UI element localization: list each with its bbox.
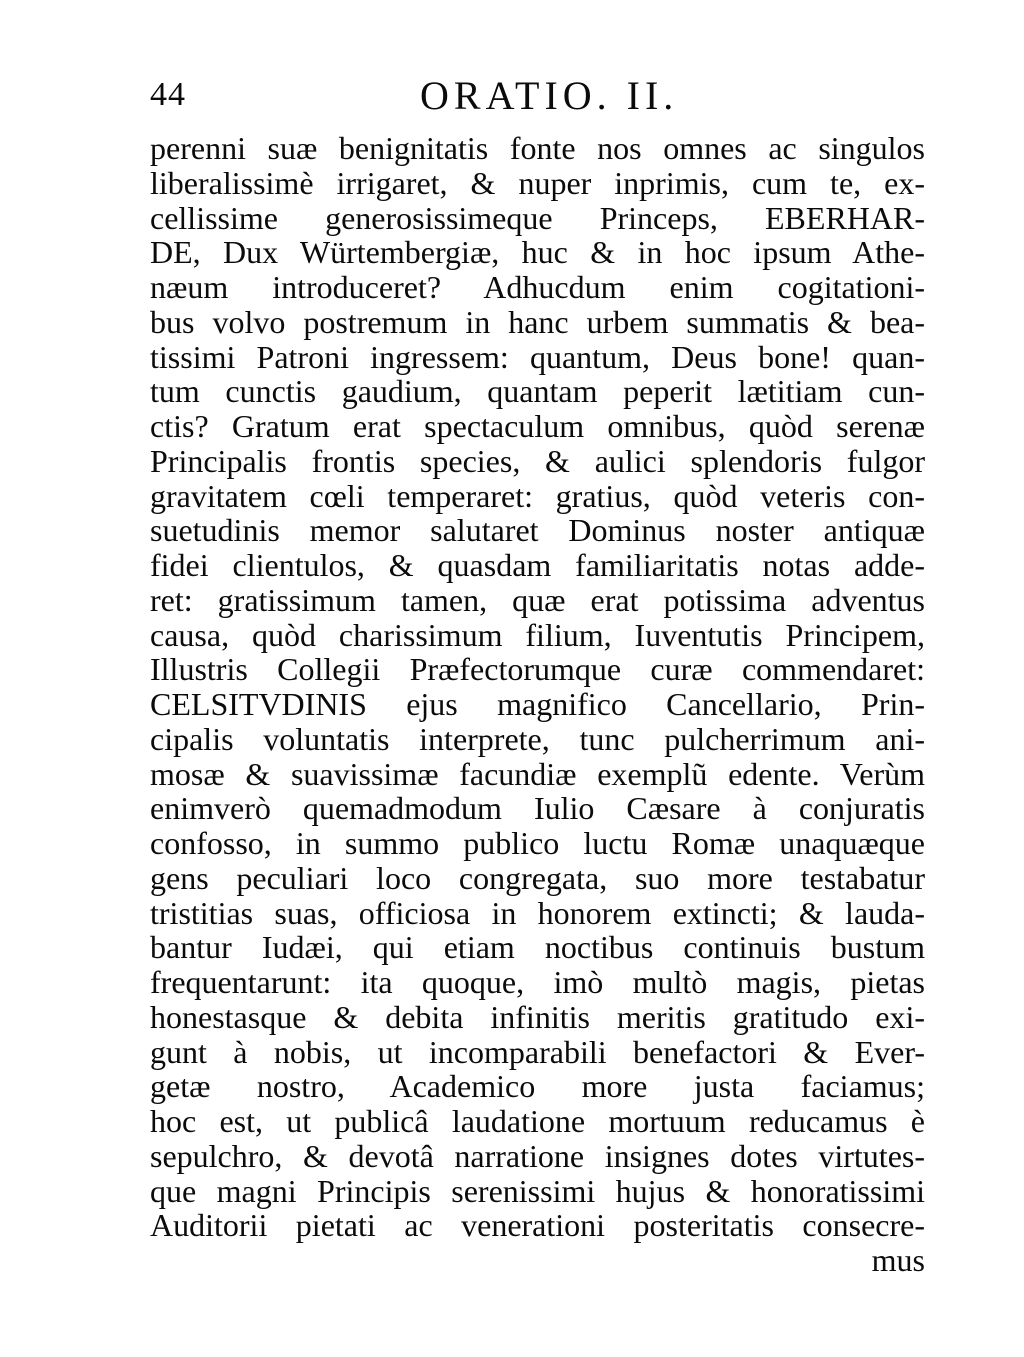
text-line: mosæ & suavissimæ facundiæ exemplũ edente. Verùm [150, 755, 925, 792]
text-line: enimverò quemadmodum Iulio Cæsare à conjuratis [150, 790, 925, 827]
text-line: liberalissimè irrigaret, & nuper inprimis, cum te, ex- [150, 164, 925, 201]
text-line: tristitias suas, officiosa in honorem extincti; & lauda- [150, 894, 925, 931]
text-line: gens peculiari loco congregata, suo more testabatur [150, 859, 925, 896]
body-text [150, 131, 925, 1278]
text-line: Illustris Collegii Præfectorumque curæ commendaret: [150, 651, 925, 688]
page-number: 44 [150, 76, 186, 113]
text-line: mus [871, 1242, 925, 1278]
text-line: cipalis voluntatis interprete, tunc pulcherrimum ani- [150, 720, 925, 757]
text-line: Principalis frontis species, & aulici splendoris fulgor [150, 442, 925, 479]
text-line: causa, quòd charissimum filium, Iuventutis Principem, [150, 616, 925, 653]
text-line: fidei clientulos, & quasdam familiaritatis notas adde- [150, 547, 925, 583]
text-line: ret: gratissimum tamen, quæ erat potissima adventus [150, 581, 925, 618]
running-head: ORATIO. II. [420, 73, 679, 118]
text-line: næum introduceret? Adhucdum enim cogitationi- [150, 269, 925, 305]
text-line: bus volvo postremum in hanc urbem summatis & bea- [150, 303, 925, 340]
text-line: confosso, in summo publico luctu Romæ unaquæque [150, 825, 925, 861]
text-line: tissimi Patroni ingressem: quantum, Deus bone! quan- [150, 338, 925, 375]
text-line: CELSITVDINIS ejus magnifico Cancellario, Prin- [150, 686, 925, 722]
text-line: getæ nostro, Academico more justa faciamus; [150, 1068, 925, 1105]
text-line: hoc est, ut publicâ laudatione mortuum reducamus è [150, 1103, 925, 1139]
text-line: sepulchro, & devotâ narratione insignes dotes virtutes- [150, 1137, 925, 1174]
text-line: perenni suæ benignitatis fonte nos omnes ac singulos [150, 130, 925, 166]
text-line: gunt à nobis, ut incomparabili benefactori & Ever- [150, 1033, 925, 1070]
text-line: DE, Dux Würtembergiæ, huc & in hoc ipsum Athe- [150, 234, 925, 271]
text-line: que magni Principis serenissimi hujus & honoratissimi [150, 1172, 925, 1209]
text-line: ctis? Gratum erat spectaculum omnibus, quòd serenæ [150, 408, 925, 444]
text-line: bantur Iudæi, qui etiam noctibus continuis bustum [150, 929, 925, 966]
text-line: cellissime generosissimeque Princeps, EBERHAR- [150, 199, 925, 236]
page-header [150, 72, 925, 122]
text-line: gravitatem cœli temperaret: gratius, quòd veteris con- [150, 477, 925, 514]
text-line: frequentarunt: ita quoque, imò multò magis, pietas [150, 964, 925, 1000]
text-line: honestasque & debita infinitis meritis gratitudo exi- [150, 998, 925, 1035]
text-line: Auditorii pietati ac venerationi posteritatis consecre- [150, 1207, 925, 1244]
text-line: suetudinis memor salutaret Dominus noster antiquæ [150, 512, 925, 549]
text-line: tum cunctis gaudium, quantam peperit lætitiam cun- [150, 373, 925, 410]
